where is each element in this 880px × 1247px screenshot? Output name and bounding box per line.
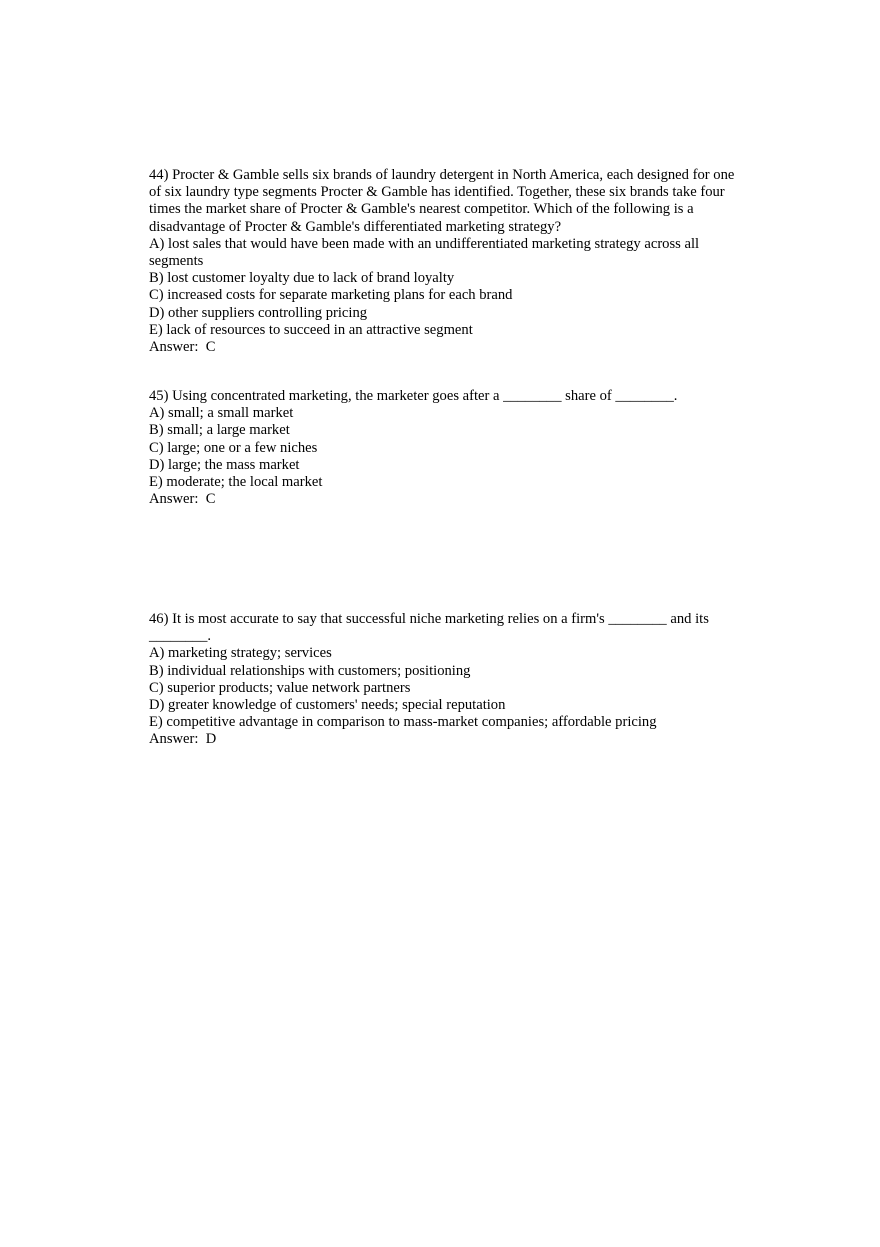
option-c: C) large; one or a few niches [149, 439, 318, 456]
answer-line: Answer: C [149, 339, 216, 356]
option-a: A) lost sales that would have been made with an undifferentiated marketing strategy across all segments [149, 235, 700, 270]
question-46 [149, 611, 739, 749]
option-e: E) moderate; the local market [149, 474, 323, 491]
option-e: E) lack of resources to succeed in an attractive segment [149, 321, 473, 338]
option-c: C) superior products; value network partners [149, 679, 411, 696]
option-a: A) small; a small market [149, 405, 294, 422]
option-b: B) individual relationships with customers; positioning [149, 662, 471, 679]
option-a: A) marketing strategy; services [149, 645, 332, 662]
option-b: B) lost customer loyalty due to lack of brand loyalty [149, 270, 455, 287]
question-stem: 45) Using concentrated marketing, the marketer goes after a ________ share of ________. [149, 388, 678, 404]
option-e: E) competitive advantage in comparison to mass-market companies; affordable pricing [149, 714, 657, 731]
option-d: D) other suppliers controlling pricing [149, 304, 368, 321]
option-b: B) small; a large market [149, 422, 290, 439]
option-c: C) increased costs for separate marketing plans for each brand [149, 287, 513, 304]
answer-line: Answer: C [149, 491, 216, 508]
question-44 [149, 167, 739, 356]
option-d: D) greater knowledge of customers' needs; special reputation [149, 697, 506, 714]
option-d: D) large; the mass market [149, 456, 300, 473]
question-stem: 46) It is most accurate to say that successful niche marketing relies on a firm's ________ and its ________. [149, 611, 709, 645]
answer-line: Answer: D [149, 731, 217, 748]
question-stem: 44) Procter & Gamble sells six brands of laundry detergent in North America, each designed for one of six laundry type segments Procter & Gamble has identified. Together, these six brands take four times the market share of Procter & Gamble's nearest competitor. Which of the following is a disadvantage of Procter & Gamble's differentiated marketing strategy? [149, 167, 735, 235]
question-45 [149, 388, 739, 508]
